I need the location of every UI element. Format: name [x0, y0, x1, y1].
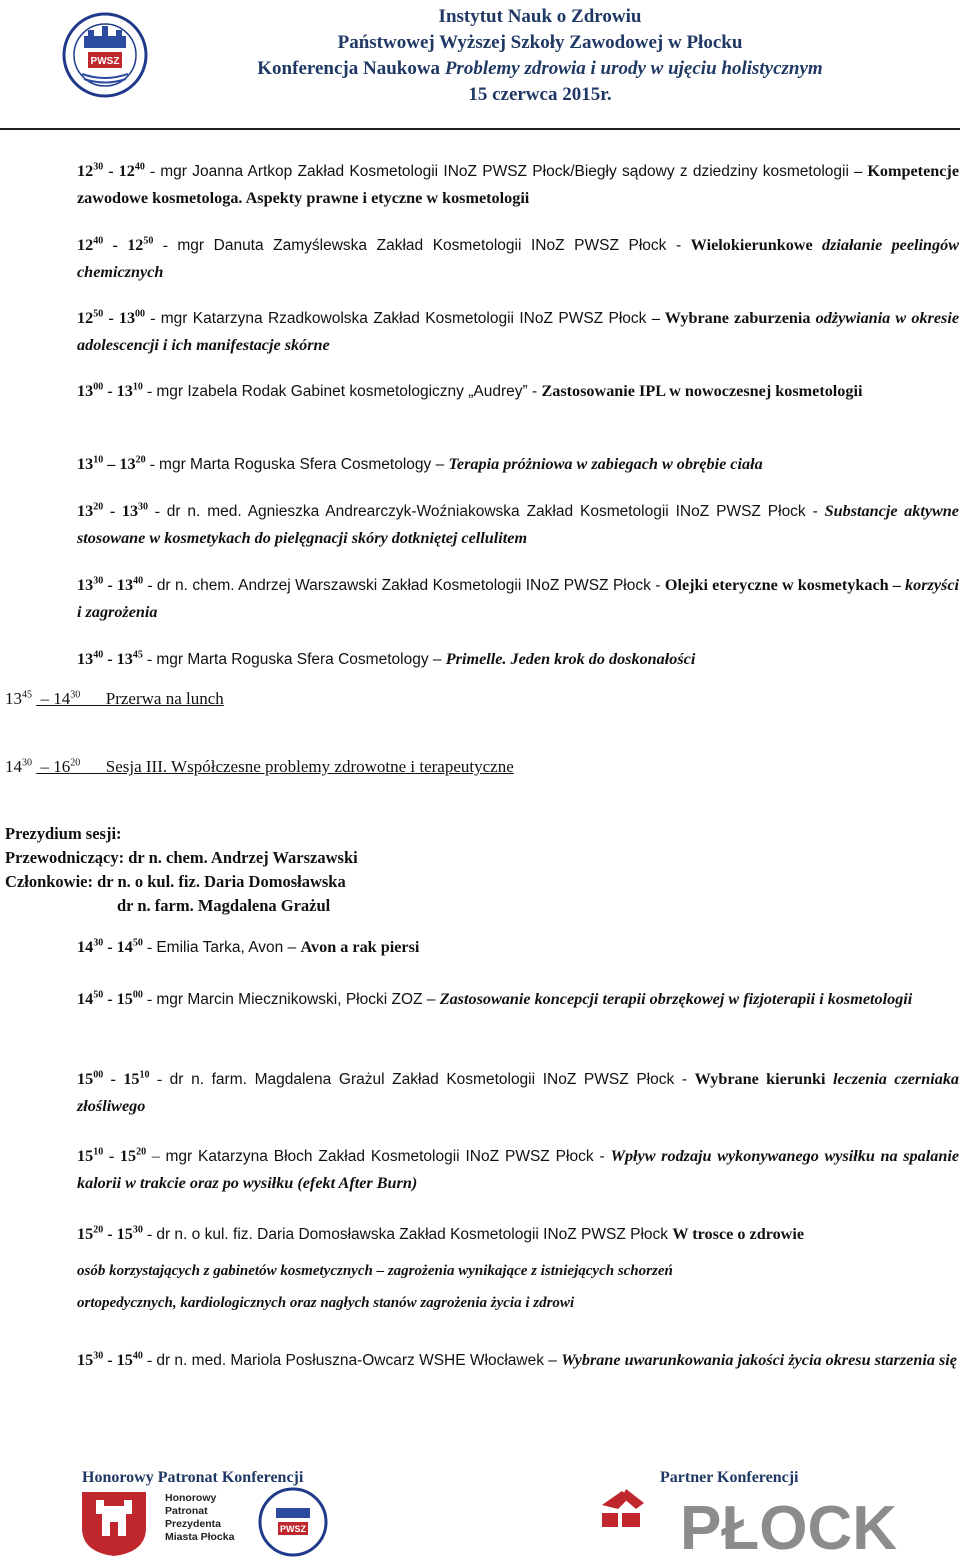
lunch-break: $13^{45} - 14^{30}$ Przerwa na lunch — [5, 689, 224, 708]
talk-title-b: korzyści i zagrożenia — [77, 576, 959, 621]
patron-text: Honorowy Patronat Prezydenta Miasta Płocka — [165, 1492, 235, 1543]
time-start: $12^{40} - 12^{50}$ — [77, 235, 154, 254]
time-start: $14^{50} - 15^{00}$ — [77, 989, 143, 1008]
talk-title-b: Terapia próżniowa w zabiegach w obrębie ciała — [448, 455, 763, 473]
talk-title-b: leczenia czerniaka złośliwego — [77, 1070, 960, 1115]
time-start: $15^{30} - 15^{40}$ — [77, 1350, 143, 1369]
program-item: $12^{40} - 12^{50}$ - mgr Danuta Zamyślewska Zakład Kosmetologii INoZ PWSZ Płock - Wielokierunkowe działanie peelingów chemicznych — [77, 235, 960, 281]
time-start: $13^{00} - 13^{10}$ — [77, 381, 143, 400]
program-item: $12^{50} - 13^{00}$ - mgr Katarzyna Rzadkowolska Zakład Kosmetologii INoZ PWSZ Płock – Wybrane zaburzenia odżywiania w okresie adolescencji i ich manifestacje skórne — [77, 308, 960, 354]
presidium-chair: Przewodniczący: dr n. chem. Andrzej Warszawski — [5, 848, 358, 867]
presidium-member: dr n. farm. Magdalena Grażul — [117, 896, 331, 915]
talk-title-a: Olejki eteryczne w kosmetykach – — [664, 576, 906, 594]
time-start: $15^{10} - 15^{20}$ — [77, 1146, 147, 1165]
talk-title-b: Wybrane uwarunkowania jakości życia okresu starzenia się — [561, 1351, 957, 1369]
talk-continuation-1: osób korzystających z gabinetów kosmetycznych – zagrożenia wynikające z istniejących schorzeń — [77, 1263, 673, 1279]
talk-title-a: – Wybrane zaburzenia — [651, 309, 816, 327]
program-item: $13^{40} - 13^{45}$ - mgr Marta Roguska Sfera Cosmetology – Primelle. Jeden krok do doskonałości — [77, 649, 696, 668]
program-item: $13^{00} - 13^{10}$ - mgr Izabela Rodak Gabinet kosmetologiczny „Audrey” - Zastosowanie IPL w nowoczesnej kosmetologii — [77, 381, 863, 400]
program-item: $13^{10} - 13^{20}$ - mgr Marta Roguska Sfera Cosmetology – Terapia próżniowa w zabiegach w obrębie ciała — [77, 454, 763, 473]
talk-title-b: Substancje aktywne stosowane w kosmetykach do pielęgnacji skóry dotkniętej cellulitem — [77, 502, 959, 547]
speaker: mgr Izabela Rodak Gabinet kosmetologiczny „Audrey” - — [156, 383, 542, 400]
conference-date: 15 czerwca 2015r. — [468, 84, 612, 105]
pwsz-logo — [62, 6, 148, 104]
header-text — [240, 4, 840, 108]
program-item: $14^{50} - 15^{00}$ - mgr Marcin Miecznikowski, Płocki ZOZ – Zastosowanie koncepcji terapii obrzękowej w fizjoterapii i kosmetologii — [77, 989, 913, 1008]
pwsz-footer-logo — [256, 1486, 330, 1558]
talk-continuation-2: ortopedycznych, kardiologicznych oraz nagłych stanów zagrożenia życia i zdrowi — [77, 1295, 575, 1311]
pwsz-footer-logo-text: PWSZ — [280, 1524, 306, 1534]
presidium-title: Prezydium sesji: — [5, 824, 122, 843]
time-start: $13^{20} - 13^{30}$ — [77, 501, 149, 520]
plock-coat-of-arms-icon — [72, 1488, 156, 1558]
session-presidium — [5, 822, 358, 918]
school-title: Państwowej Wyższej Szkoły Zawodowej w Płocku — [337, 32, 743, 53]
speaker: mgr Marta Roguska Sfera Cosmetology – — [159, 456, 449, 473]
speaker: dr n. o kul. fiz. Daria Domosławska Zakład Kosmetologii INoZ PWSZ Płock — [156, 1226, 673, 1243]
speaker: dr n. med. Agnieszka Andrearczyk-Woźniakowska Zakład Kosmetologii INoZ PWSZ Płock - — [166, 503, 825, 520]
talk-title-a: – Kompetencje zawodowe kosmetologa. Aspekty prawne i etyczne w kosmetologii — [77, 162, 960, 207]
talk-title-a: Wielokierunkowe — [690, 236, 822, 254]
speaker: mgr Katarzyna Rzadkowolska Zakład Kosmetologii INoZ PWSZ Płock — [160, 310, 652, 327]
talk-title-a: Wybrane kierunki — [694, 1070, 833, 1088]
program-item: $15^{10} - 15^{20}$ – mgr Katarzyna Błoch Zakład Kosmetologii INoZ PWSZ Płock - Wpływ rodzaju wykonywanego wysiłku na spalanie kalorii w trakcie oraz po wysiłku (efekt After Burn) — [77, 1146, 960, 1192]
speaker: mgr Joanna Artkop Zakład Kosmetologii INoZ PWSZ Płock/Biegły sądowy z dziedziny kosmetologii — [160, 163, 855, 180]
session-heading: $14^{30} - 16^{20}$ Sesja III. Współczesne problemy zdrowotne i terapeutyczne — [5, 757, 514, 776]
talk-title-b: odżywiania w okresie adolescencji i ich manifestacje skórne — [77, 309, 960, 354]
program-item: $15^{20} - 15^{30}$ - dr n. o kul. fiz. Daria Domosławska Zakład Kosmetologii INoZ PWSZ Płock W trosce o zdrowie — [77, 1224, 805, 1243]
plock-partner-logo — [596, 1487, 908, 1557]
presidium-members: Członkowie: dr n. o kul. fiz. Daria Domosławska — [5, 872, 346, 891]
speaker: Emilia Tarka, Avon – — [156, 939, 301, 956]
time-start: $13^{10} - 13^{20}$ — [77, 454, 146, 473]
time-start: $12^{50} - 13^{00}$ — [77, 308, 146, 327]
talk-title-a: Zastosowanie IPL w nowoczesnej kosmetologii — [541, 382, 863, 400]
speaker: dr n. farm. Magdalena Grażul Zakład Kosmetologii INoZ PWSZ Płock - — [169, 1071, 695, 1088]
talk-title-b: działanie peelingów chemicznych — [77, 236, 960, 281]
talk-title-b: Wpływ rodzaju wykonywanego wysiłku na spalanie kalorii w trakcie oraz po wysiłku (efekt After Burn) — [77, 1147, 960, 1192]
talk-title-a: W trosce o zdrowie — [672, 1225, 805, 1243]
honorary-patronage-label: Honorowy Patronat Konferencji — [82, 1469, 304, 1486]
speaker: dr n. chem. Andrzej Warszawski Zakład Kosmetologii INoZ PWSZ Płock - — [156, 577, 665, 594]
speaker: mgr Marcin Miecznikowski, Płocki ZOZ – — [156, 991, 440, 1008]
program-item: $13^{30} - 13^{40}$ - dr n. chem. Andrzej Warszawski Zakład Kosmetologii INoZ PWSZ Płock - Olejki eteryczne w kosmetykach – korzyści i zagrożenia — [77, 575, 959, 621]
institute-title: Instytut Nauk o Zdrowiu — [438, 6, 642, 27]
time-start: $15^{00} - 15^{10}$ — [77, 1069, 150, 1088]
program-item: $15^{00} - 15^{10}$ - dr n. farm. Magdalena Grażul Zakład Kosmetologii INoZ PWSZ Płock - Wybrane kierunki leczenia czerniaka złośliwego — [77, 1069, 960, 1115]
page-header — [0, 0, 960, 130]
program-item: $14^{30} - 14^{50}$ - Emilia Tarka, Avon – Avon a rak piersi — [77, 937, 420, 956]
time-start: $14^{30} - 14^{50}$ — [77, 937, 143, 956]
speaker: dr n. med. Mariola Posłuszna-Owcarz WSHE Włocławek – — [156, 1352, 562, 1369]
time-start: $15^{20} - 15^{30}$ — [77, 1224, 143, 1243]
conference-title: Konferencja Naukowa Problemy zdrowia i urody w ujęciu holistycznym — [257, 58, 823, 79]
program-item: $12^{30} - 12^{40}$ - mgr Joanna Artkop Zakład Kosmetologii INoZ PWSZ Płock/Biegły sądowy z dziedziny kosmetologii – Kompetencje zawodowe kosmetologa. Aspekty prawne i etyczne w kosmetologii — [77, 161, 960, 207]
partner-label: Partner Konferencji — [660, 1469, 799, 1486]
time-start: $13^{30} - 13^{40}$ — [77, 575, 144, 594]
talk-title-b: Zastosowanie koncepcji terapii obrzękowej w fizjoterapii i kosmetologii — [439, 990, 913, 1008]
talk-title-a: Avon a rak piersi — [300, 938, 420, 956]
speaker: mgr Katarzyna Błoch Zakład Kosmetologii INoZ PWSZ Płock - — [165, 1148, 611, 1165]
talk-title-b: Primelle. Jeden krok do doskonałości — [445, 650, 696, 668]
speaker: mgr Danuta Zamyślewska Zakład Kosmetologii INoZ PWSZ Płock - — [177, 237, 691, 254]
plock-wordmark: PŁOCK — [680, 1494, 897, 1557]
time-start: $13^{40} - 13^{45}$ — [77, 649, 143, 668]
program-item: $13^{20} - 13^{30}$ - dr n. med. Agnieszka Andrearczyk-Woźniakowska Zakład Kosmetologii INoZ PWSZ Płock - Substancje aktywne stosowane w kosmetykach do pielęgnacji skóry dotkniętej cellulitem — [77, 501, 959, 547]
time-start: $12^{30} - 12^{40}$ — [77, 161, 145, 180]
pwsz-logo-text: PWSZ — [90, 56, 120, 67]
speaker: mgr Marta Roguska Sfera Cosmetology – — [156, 651, 446, 668]
program-item: $15^{30} - 15^{40}$ - dr n. med. Mariola Posłuszna-Owcarz WSHE Włocławek – Wybrane uwarunkowania jakości życia okresu starzenia się — [77, 1350, 957, 1369]
